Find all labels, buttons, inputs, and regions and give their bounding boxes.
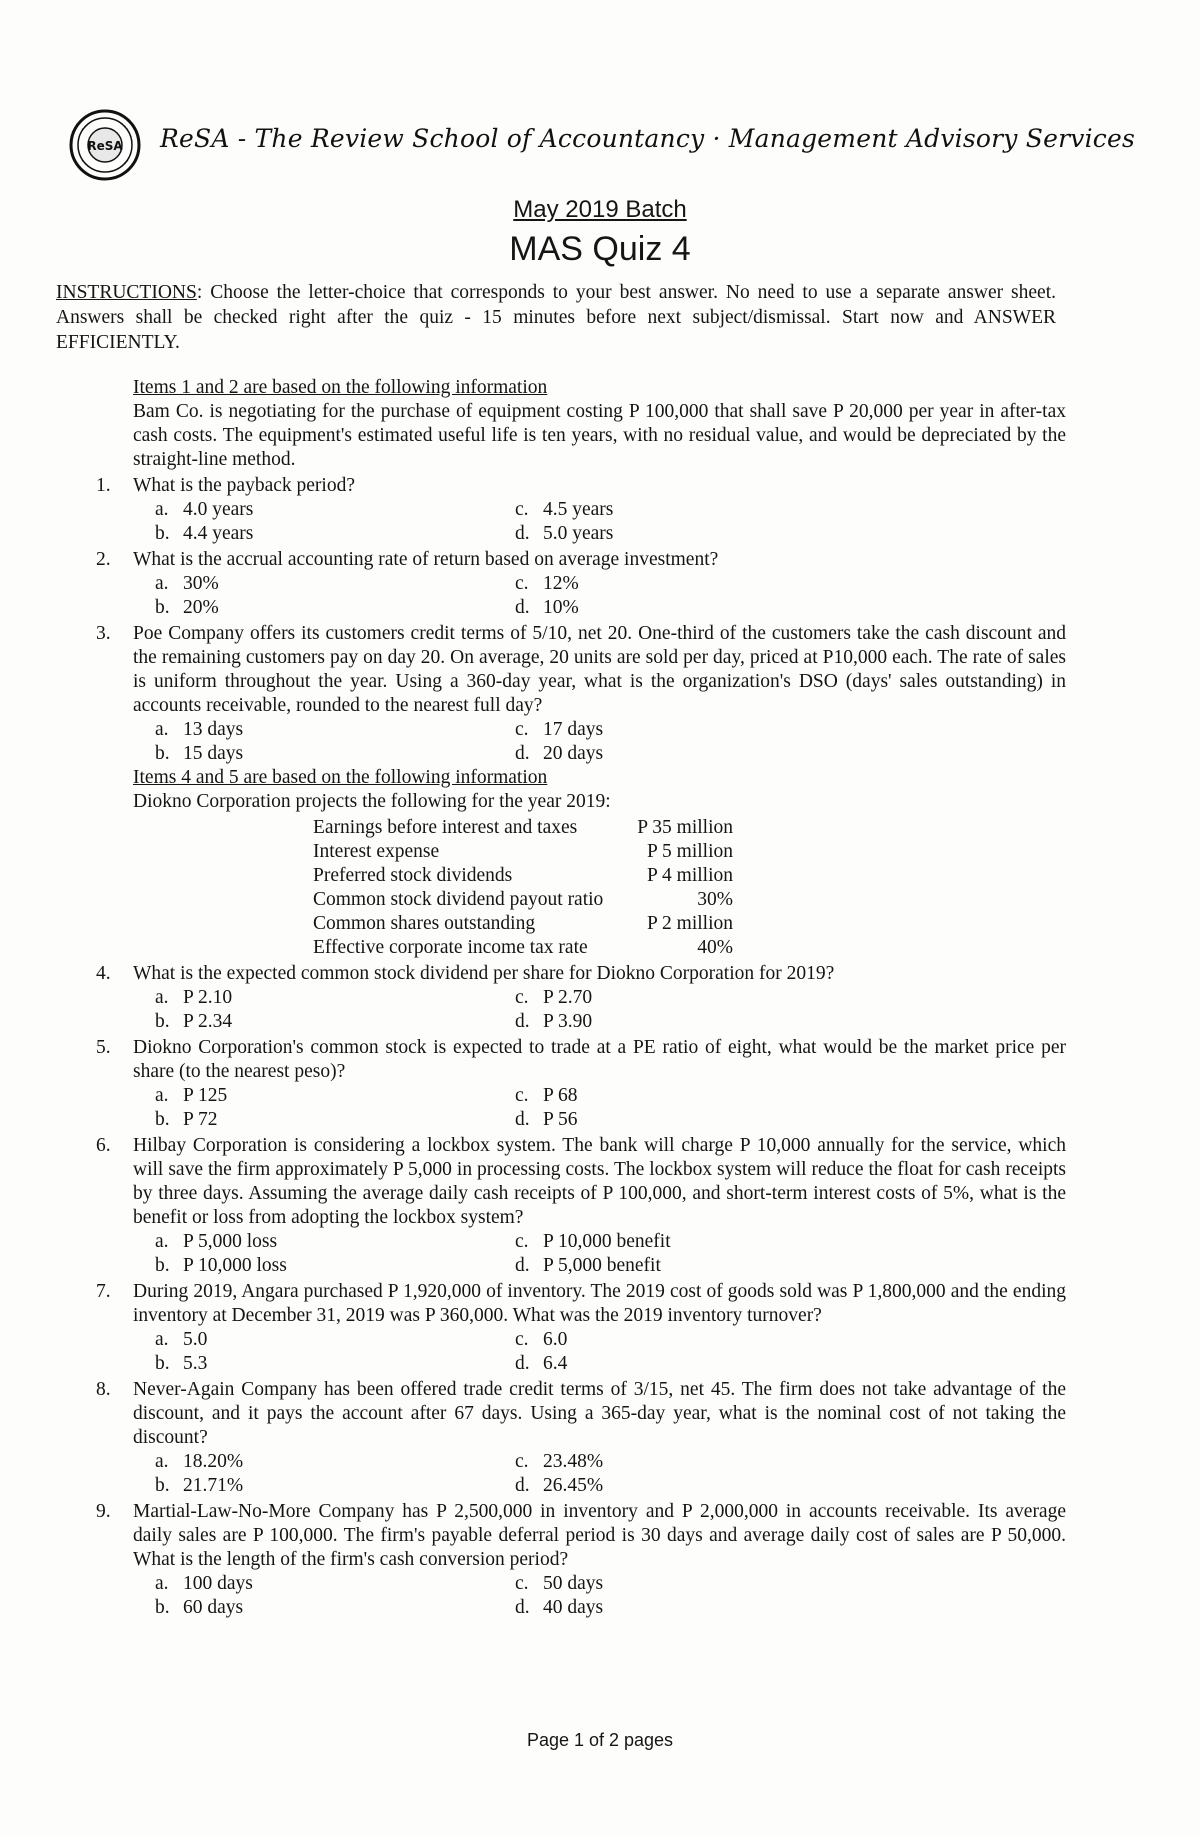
question-2	[96, 548, 1066, 620]
school-seal-logo	[68, 108, 142, 182]
question-text: Hilbay Corporation is considering a lockbox system. The bank will charge P 10,000 annually for the service, which will save the firm approximately P 5,000 in processing costs. The lockbox system will reduce the float for cash receipts by three days. Assuming the average daily cash receipts of P 100,000, and short-term interest costs of 5%, what is the benefit or loss from adopting the lockbox system?	[133, 1135, 1066, 1228]
choice-c[interactable]: c. 50 days	[515, 1573, 604, 1594]
question-4	[96, 962, 1066, 1034]
choice-c[interactable]: c. P 10,000 benefit	[515, 1231, 671, 1252]
question-text: What is the expected common stock dividend per share for Diokno Corporation for 2019?	[133, 963, 835, 984]
question-5	[96, 1036, 1066, 1132]
projection-label: Interest expense	[313, 841, 440, 862]
question-1	[96, 474, 1066, 546]
choice-b[interactable]: b. 21.71%	[155, 1475, 244, 1496]
question-text: What is the accrual accounting rate of return based on average investment?	[133, 549, 719, 570]
page-title: MAS Quiz 4	[509, 230, 691, 268]
choice-b[interactable]: b. 60 days	[155, 1597, 244, 1618]
choice-c[interactable]: c. 4.5 years	[515, 499, 614, 520]
info-text: Diokno Corporation projects the following for the year 2019:	[133, 791, 611, 812]
question-number: 9.	[96, 1501, 111, 1522]
projection-table	[313, 816, 1066, 960]
projection-label: Common stock dividend payout ratio	[313, 889, 604, 910]
choice-d[interactable]: d. 40 days	[515, 1597, 604, 1618]
question-text: Never-Again Company has been offered trade credit terms of 3/15, net 45. The firm does not take advantage of the discount, and it pays the account after 67 days. Using a 365-day year, what is the nominal cost of not taking the discount?	[133, 1379, 1066, 1448]
choice-a[interactable]: a. 30%	[155, 573, 219, 594]
svg-text:ReSA: ReSA	[87, 139, 123, 153]
projection-label: Earnings before interest and taxes	[313, 817, 578, 838]
question-text: Diokno Corporation's common stock is expected to trade at a PE ratio of eight, what would be the market price per share (to the nearest peso)?	[133, 1037, 1066, 1082]
choice-b[interactable]: b. 5.3	[155, 1353, 208, 1374]
instructions-label: INSTRUCTIONS	[56, 282, 197, 303]
projection-value: P 5 million	[647, 841, 733, 862]
page-footer: Page 1 of 2 pages	[526, 1730, 674, 1750]
choice-a[interactable]: a. 13 days	[155, 719, 244, 740]
question-number: 6.	[96, 1135, 111, 1156]
choice-d[interactable]: d. P 3.90	[515, 1011, 593, 1032]
question-text: Martial-Law-No-More Company has P 2,500,000 in inventory and P 2,000,000 in accounts receivable. Its average daily sales are P 100,000. The firm's payable deferral period is 30 days and average daily cost of sales are P 50,000. What is the length of the firm's cash conversion period?	[133, 1501, 1066, 1570]
choice-b[interactable]: b. 4.4 years	[155, 523, 254, 544]
choice-a[interactable]: a. 4.0 years	[155, 499, 254, 520]
question-text: During 2019, Angara purchased P 1,920,000 of inventory. The 2019 cost of goods sold was P 1,800,000 and the ending inventory at December 31, 2019 was P 360,000. What was the 2019 inventory turnover?	[133, 1281, 1066, 1326]
instructions-text: Choose the letter-choice that corresponds to your best answer. No need to use a separate answer sheet. Answers shall be checked right after the quiz - 15 minutes before next subject/dismissal. Start now and ANSWER EFFICIENTLY.	[56, 282, 1056, 353]
batch-label: May 2019 Batch	[513, 196, 687, 223]
info-block-items-4-5	[133, 766, 1066, 960]
choice-a[interactable]: a. 100 days	[155, 1573, 253, 1594]
question-number: 3.	[96, 623, 111, 644]
choice-d[interactable]: d. P 56	[515, 1109, 578, 1130]
choice-b[interactable]: b. P 10,000 loss	[155, 1255, 287, 1276]
choice-b[interactable]: b. P 2.34	[155, 1011, 233, 1032]
choice-c[interactable]: c. P 2.70	[515, 987, 593, 1008]
answer-choices	[155, 718, 1066, 766]
choice-c[interactable]: c. 17 days	[515, 719, 604, 740]
choice-a[interactable]: a. 5.0	[155, 1329, 208, 1350]
info-text: Bam Co. is negotiating for the purchase of equipment costing P 100,000 that shall save P 20,000 per year in after-tax cash costs. The equipment's estimated useful life is ten years, with no residual value, and would be depreciated by the straight-line method.	[133, 401, 1066, 470]
question-number: 2.	[96, 549, 111, 570]
instructions: INSTRUCTIONS: Choose the letter-choice that corresponds to your best answer. No need to use a separate answer sheet. Answers shall be checked right after the quiz - 15 minutes before next subject/dismissal. Start now and ANSWER EFFICIENTLY.	[56, 282, 1056, 353]
quiz-body	[96, 376, 1066, 1620]
answer-choices	[155, 986, 1066, 1034]
choice-a[interactable]: a. P 125	[155, 1085, 228, 1106]
question-6	[96, 1134, 1066, 1278]
projection-value: P 35 million	[637, 817, 733, 838]
answer-choices	[155, 572, 1066, 620]
info-heading: Items 4 and 5 are based on the following information	[133, 767, 548, 788]
school-header	[68, 108, 1138, 188]
question-number: 8.	[96, 1379, 111, 1400]
projection-value: 30%	[697, 889, 733, 910]
question-8	[96, 1378, 1066, 1498]
choice-d[interactable]: d. 26.45%	[515, 1475, 604, 1496]
projection-value: P 4 million	[647, 865, 733, 886]
choice-a[interactable]: a. P 2.10	[155, 987, 233, 1008]
answer-choices	[155, 1084, 1066, 1132]
question-text: Poe Company offers its customers credit terms of 5/10, net 20. One-third of the customers take the cash discount and the remaining customers pay on day 20. On average, 20 units are sold per day, priced at P10,000 each. The rate of sales is uniform throughout the year. Using a 360-day year, what is the organization's DSO (days' sales outstanding) in accounts receivable, rounded to the nearest full day?	[133, 623, 1066, 716]
choice-b[interactable]: b. 15 days	[155, 743, 244, 764]
projection-value: 40%	[697, 937, 733, 958]
projection-label: Preferred stock dividends	[313, 865, 513, 886]
answer-choices	[155, 1572, 1066, 1620]
choice-c[interactable]: c. P 68	[515, 1085, 578, 1106]
answer-choices	[155, 1328, 1066, 1376]
answer-choices	[155, 498, 1066, 546]
info-heading: Items 1 and 2 are based on the following information	[133, 377, 548, 398]
question-number: 1.	[96, 475, 111, 496]
answer-choices	[155, 1230, 1066, 1278]
choice-b[interactable]: b. 20%	[155, 597, 219, 618]
choice-d[interactable]: d. 20 days	[515, 743, 604, 764]
projection-label: Common shares outstanding	[313, 913, 536, 934]
choice-c[interactable]: c. 6.0	[515, 1329, 568, 1350]
projection-label: Effective corporate income tax rate	[313, 937, 588, 958]
choice-c[interactable]: c. 12%	[515, 573, 579, 594]
info-block-items-1-2	[133, 376, 1066, 472]
question-3	[96, 622, 1066, 766]
question-7	[96, 1280, 1066, 1376]
question-9	[96, 1500, 1066, 1620]
answer-choices	[155, 1450, 1066, 1498]
question-number: 7.	[96, 1281, 111, 1302]
question-text: What is the payback period?	[133, 475, 355, 496]
choice-c[interactable]: c. 23.48%	[515, 1451, 604, 1472]
choice-a[interactable]: a. 18.20%	[155, 1451, 244, 1472]
choice-a[interactable]: a. P 5,000 loss	[155, 1231, 278, 1252]
question-number: 5.	[96, 1037, 111, 1058]
projection-value: P 2 million	[647, 913, 733, 934]
choice-d[interactable]: d. 10%	[515, 597, 579, 618]
choice-b[interactable]: b. P 72	[155, 1109, 218, 1130]
question-number: 4.	[96, 963, 111, 984]
choice-d[interactable]: d. 5.0 years	[515, 523, 614, 544]
choice-d[interactable]: d. 6.4	[515, 1353, 568, 1374]
choice-d[interactable]: d. P 5,000 benefit	[515, 1255, 661, 1276]
school-name: ReSA - The Review School of Accountancy · Management Advisory Services	[160, 124, 1135, 153]
